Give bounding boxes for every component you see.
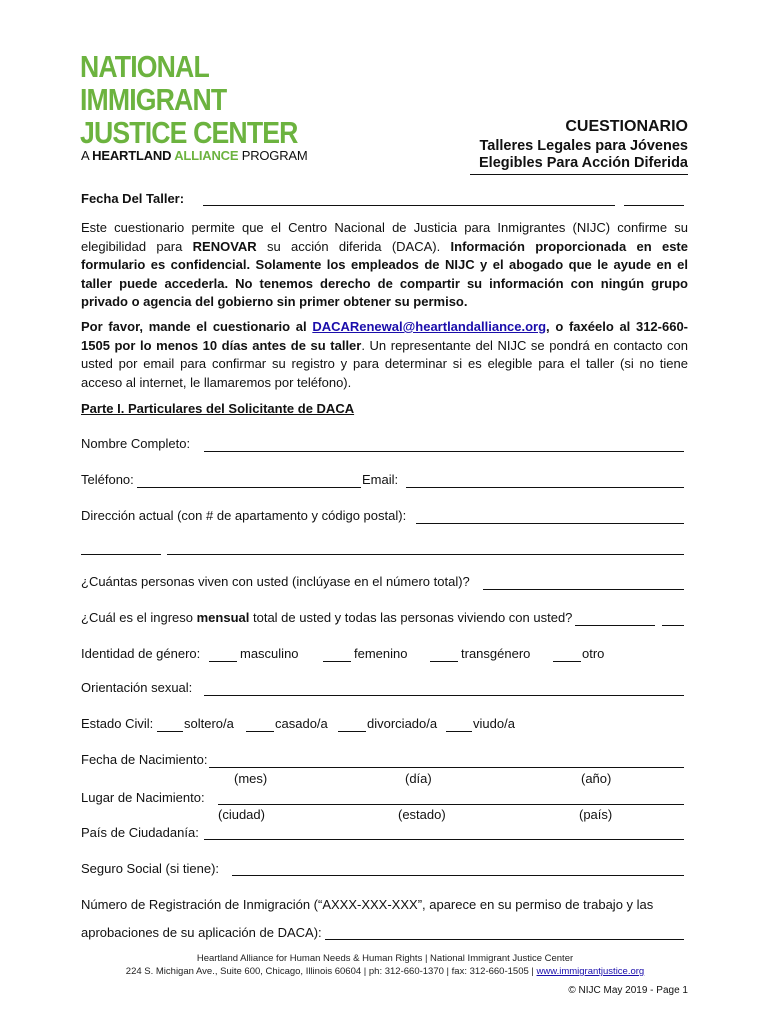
logo-tagline-a: A: [81, 148, 93, 163]
address-line-1[interactable]: [416, 523, 684, 524]
a-number-label-1: Número de Registración de Inmigración (“AXXX-XXX-XXX”, aparece en su permiso de trabajo y las: [81, 897, 654, 912]
orientation-label: Orientación sexual:: [81, 680, 193, 695]
a-number-line[interactable]: [325, 939, 684, 940]
income-label: [81, 610, 572, 625]
gender-option-otro: otro: [582, 646, 605, 661]
full-name-line[interactable]: [204, 451, 684, 452]
birthplace-part-state: (estado): [398, 807, 446, 822]
address-label: Dirección actual (con # de apartamento y código postal):: [81, 508, 407, 523]
gender-label: Identidad de género:: [81, 646, 201, 661]
gender-option-femenino: femenino: [354, 646, 408, 661]
intro-paragraph-1: [81, 219, 688, 312]
gender-blank-transgenero[interactable]: [430, 661, 458, 662]
workshop-date-line[interactable]: [203, 205, 615, 206]
civil-option-viudo: viudo/a: [473, 716, 515, 731]
dob-part-month: (mes): [234, 771, 268, 786]
civil-blank-viudo[interactable]: [446, 731, 472, 732]
section-title: Parte I. Particulares del Solicitante de DACA: [81, 401, 355, 416]
header-rule: [470, 174, 688, 175]
workshop-date-line-2[interactable]: [624, 205, 684, 206]
footer-line-1: Heartland Alliance for Human Needs & Human Rights | National Immigrant Justice Center: [196, 953, 574, 964]
income-line-1[interactable]: [575, 625, 655, 626]
dob-part-day: (día): [405, 771, 432, 786]
logo-line-3: JUSTICE CENTER: [80, 115, 298, 150]
email-line[interactable]: [406, 487, 684, 488]
document-subtitle-2: Elegibles Para Acción Diferida: [479, 155, 688, 171]
birthplace-label: Lugar de Nacimiento:: [81, 790, 205, 805]
footer-address: 224 S. Michigan Ave., Suite 600, Chicago, Illinois 60604 | ph: 312-660-1370 | fax: 312-660-1505 |: [125, 966, 537, 977]
gender-option-masculino: masculino: [240, 646, 299, 661]
income-label-bold: mensual: [196, 610, 250, 625]
gender-blank-otro[interactable]: [553, 661, 581, 662]
document-title: CUESTIONARIO: [565, 118, 688, 135]
page-number: © NIJC May 2019 - Page 1: [568, 985, 688, 996]
address-line-2b[interactable]: [167, 554, 684, 555]
household-label: ¿Cuántas personas viven con usted (inclúyase en el número total)?: [81, 574, 470, 589]
intro-p1-b: su acción diferida (DACA).: [256, 238, 451, 254]
email-label: Email:: [362, 472, 399, 487]
birthplace-part-city: (ciudad): [218, 807, 265, 822]
income-label-a: ¿Cuál es el ingreso: [81, 610, 197, 625]
phone-label: Teléfono:: [81, 472, 134, 487]
phone-line[interactable]: [137, 487, 361, 488]
intro-p2-rest: . Un representante del NIJC se pondrá en contacto con usted por email para confirmar su registro y para determinar si es elegible para el taller (si no tiene acceso al internet, le llamaremos por teléfono).: [81, 337, 689, 390]
dob-line[interactable]: [209, 767, 684, 768]
birthplace-line[interactable]: [218, 804, 684, 805]
orientation-line[interactable]: [204, 695, 684, 696]
dob-part-year: (año): [581, 771, 612, 786]
civil-blank-soltero[interactable]: [157, 731, 183, 732]
gender-blank-masculino[interactable]: [209, 661, 237, 662]
intro-p2-bold-a: Por favor, mande el cuestionario al: [81, 319, 313, 334]
dob-label: Fecha de Nacimiento:: [81, 752, 208, 767]
civil-status-label: Estado Civil:: [81, 716, 154, 731]
intro-p1-renovar: RENOVAR: [192, 238, 257, 254]
logo-line-2: IMMIGRANT: [80, 82, 227, 117]
civil-option-divorciado: divorciado/a: [367, 716, 438, 731]
email-link[interactable]: DACARenewal@heartlandalliance.org: [312, 319, 547, 334]
logo-tagline: [81, 148, 308, 163]
intro-paragraph-2: [81, 318, 688, 392]
gender-blank-femenino[interactable]: [323, 661, 351, 662]
website-link[interactable]: www.immigrantjustice.org: [536, 966, 645, 977]
gender-option-transgenero: transgénero: [461, 646, 531, 661]
intro-p1-a: Este cuestionario permite que el Centro Nacional de Justicia para Inmigrantes (NIJC) confirme su elegibilidad para: [81, 220, 688, 254]
civil-option-soltero: soltero/a: [184, 716, 234, 731]
civil-blank-divorciado[interactable]: [338, 731, 366, 732]
logo-tagline-program: PROGRAM: [238, 148, 308, 163]
logo-tagline-heartland: HEARTLAND: [92, 148, 175, 163]
income-label-b: total de usted y todas las personas viviendo con usted?: [249, 610, 573, 625]
intro-p2-bold-b: , o faxéelo al 312-660-1505 por lo menos 10 días antes de su taller: [81, 319, 688, 353]
document-subtitle-1: Talleres Legales para Jóvenes: [479, 138, 688, 154]
logo-tagline-alliance: ALLIANCE: [174, 148, 239, 163]
civil-blank-casado[interactable]: [246, 731, 274, 732]
workshop-date-label: Fecha Del Taller:: [81, 191, 185, 206]
income-line-2[interactable]: [662, 625, 684, 626]
civil-option-casado: casado/a: [275, 716, 328, 731]
ssn-line[interactable]: [232, 875, 684, 876]
footer-line-2: [0, 966, 770, 977]
household-line[interactable]: [483, 589, 684, 590]
a-number-label-2: aprobaciones de su aplicación de DACA):: [81, 925, 322, 940]
intro-p1-bold: Información proporcionada en este formulario es confidencial. Solamente los empleados de NIJC y el abogado que le ayude en el taller puede accederla. No tenemos derecho de compartir su información con ningún grupo privado o agencia del gobierno sin primer obtener su permiso.: [81, 238, 688, 309]
ssn-label: Seguro Social (si tiene):: [81, 861, 220, 876]
address-line-2a[interactable]: [81, 554, 161, 555]
birthplace-part-country: (país): [579, 807, 613, 822]
citizenship-line[interactable]: [204, 839, 684, 840]
citizenship-label: País de Ciudadanía:: [81, 825, 199, 840]
logo-line-1: NATIONAL: [80, 49, 209, 84]
full-name-label: Nombre Completo:: [81, 436, 191, 451]
